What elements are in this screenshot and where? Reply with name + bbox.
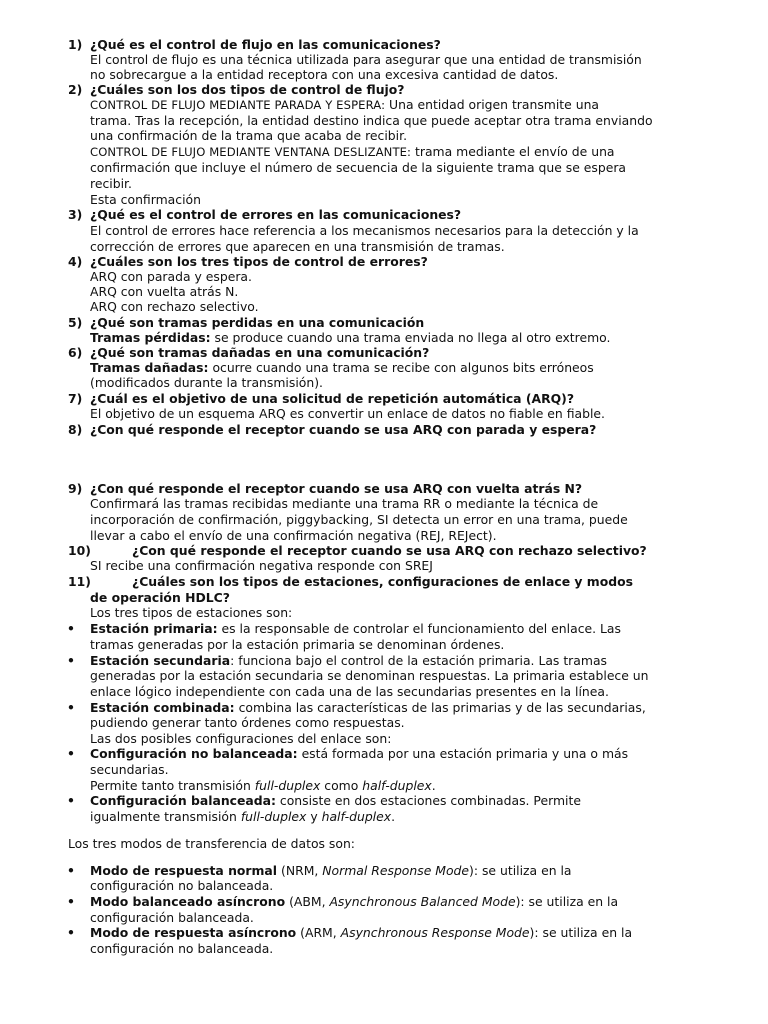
q10-answer-line: SI recibe una confirmación negativa responde con SREJ [90, 558, 433, 573]
q1-answer-line: El control de flujo es una técnica utilizada para asegurar que una entidad de transmisión [90, 52, 642, 67]
bullet: • [67, 894, 75, 909]
q4-answer-line: ARQ con rechazo selectivo. [90, 299, 259, 314]
q3-question: ¿Qué es el control de errores en las comunicaciones? [90, 207, 462, 222]
q11-intro: Los tres tipos de estaciones son: [90, 605, 293, 620]
station-primary: Estación primaria: es la responsable de controlar el funcionamiento del enlace. Las [90, 621, 621, 636]
q9-answer-line: llevar a cabo el envío de una confirmación negativa (REJ, REJect). [90, 528, 497, 543]
q11-number: 11) [68, 574, 91, 589]
mode-line: configuración no balanceada. [90, 878, 274, 893]
station-line: enlace lógico independiente con cada una de las secundarias presentes en la línea. [90, 684, 609, 699]
station-line: pudiendo generar tanto órdenes como respuestas. [90, 715, 405, 730]
q2-question: ¿Cuáles son los dos tipos de control de flujo? [90, 82, 405, 97]
q5-term: Tramas pérdidas: [90, 330, 211, 345]
q2-sliding-window-heading: CONTROL DE FLUJO MEDIANTE VENTANA DESLIZANTE: [90, 145, 412, 159]
bullet: • [67, 793, 75, 808]
q2-number: 2) [68, 82, 83, 97]
station-combined: Estación combinada: combina las características de las primarias y de las secundarias, [90, 700, 646, 715]
q2-answer-line: CONTROL DE FLUJO MEDIANTE PARADA Y ESPERA: Una entidad origen transmite una [90, 97, 600, 112]
q7-number: 7) [68, 391, 83, 406]
q2-answer-line: Esta confirmación [90, 192, 201, 207]
q3-number: 3) [68, 207, 83, 222]
q2-answer-line: confirmación que incluye el número de secuencia de la siguiente trama que se espera [90, 160, 627, 175]
q6-term: Tramas dañadas: [90, 360, 209, 375]
mode-nrm: Modo de respuesta normal (NRM, Normal Response Mode): se utiliza en la [90, 863, 572, 878]
config-line: igualmente transmisión full-duplex y half-duplex. [90, 809, 396, 824]
station-line: tramas generadas por la estación primaria se denominan órdenes. [90, 637, 505, 652]
q1-number: 1) [68, 37, 83, 52]
bullet: • [67, 621, 75, 636]
q1-question: ¿Qué es el control de flujo en las comunicaciones? [90, 37, 441, 52]
q2-stop-wait-heading: CONTROL DE FLUJO MEDIANTE PARADA Y ESPERA: [90, 98, 386, 112]
bullet: • [67, 700, 75, 715]
q9-number: 9) [68, 481, 83, 496]
q9-question: ¿Con qué responde el receptor cuando se usa ARQ con vuelta atrás N? [90, 481, 583, 496]
q3-answer-line: El control de errores hace referencia a los mecanismos necesarios para la detección y la [90, 223, 639, 238]
configs-intro: Las dos posibles configuraciones del enlace son: [90, 731, 392, 746]
config-line: secundarias. [90, 762, 169, 777]
q9-answer-line: Confirmará las tramas recibidas mediante una trama RR o mediante la técnica de [90, 496, 599, 511]
q6-answer-line: (modificados durante la transmisión). [90, 375, 323, 390]
bullet: • [67, 653, 75, 668]
q5-question: ¿Qué son tramas perdidas en una comunicación [90, 315, 425, 330]
q3-answer-line: corrección de errores que aparecen en una transmisión de tramas. [90, 239, 505, 254]
q11-question-cont: de operación HDLC? [90, 590, 230, 605]
config-unbalanced: Configuración no balanceada: está formada por una estación primaria y una o más [90, 746, 629, 761]
q8-question: ¿Con qué responde el receptor cuando se usa ARQ con parada y espera? [90, 422, 597, 437]
mode-abm: Modo balanceado asíncrono (ABM, Asynchronous Balanced Mode): se utiliza en la [90, 894, 619, 909]
q2-answer-line: trama. Tras la recepción, la entidad destino indica que puede aceptar otra trama enviando [90, 113, 653, 128]
q4-answer-line: ARQ con parada y espera. [90, 269, 252, 284]
q1-answer-line: no sobrecargue a la entidad receptora con una excesiva cantidad de datos. [90, 67, 559, 82]
q4-question: ¿Cuáles son los tres tipos de control de errores? [90, 254, 428, 269]
q5-number: 5) [68, 315, 83, 330]
q7-question: ¿Cuál es el objetivo de una solicitud de repetición automática (ARQ)? [90, 391, 575, 406]
q6-answer-line: Tramas dañadas: ocurre cuando una trama se recibe con algunos bits erróneos [90, 360, 594, 375]
q2-answer-line: recibir. [90, 176, 132, 191]
bullet: • [67, 863, 75, 878]
q4-number: 4) [68, 254, 83, 269]
config-balanced: Configuración balanceada: consiste en dos estaciones combinadas. Permite [90, 793, 581, 808]
q10-number: 10) [68, 543, 91, 558]
q5-answer-line: Tramas pérdidas: se produce cuando una trama enviada no llega al otro extremo. [90, 330, 611, 345]
q6-number: 6) [68, 345, 83, 360]
q4-answer-line: ARQ con vuelta atrás N. [90, 284, 239, 299]
bullet: • [67, 925, 75, 940]
q11-question: ¿Cuáles son los tipos de estaciones, configuraciones de enlace y modos [132, 574, 633, 589]
station-secondary: Estación secundaria: funciona bajo el control de la estación primaria. Las tramas [90, 653, 607, 668]
bullet: • [67, 746, 75, 761]
q2-answer-line: CONTROL DE FLUJO MEDIANTE VENTANA DESLIZANTE: trama mediante el envío de una [90, 144, 615, 159]
q8-number: 8) [68, 422, 83, 437]
station-line: generadas por la estación secundaria se denominan respuestas. La primaria establece un [90, 668, 649, 683]
q2-answer-line: una confirmación de la trama que acaba de recibir. [90, 128, 408, 143]
mode-arm: Modo de respuesta asíncrono (ARM, Asynchronous Response Mode): se utiliza en la [90, 925, 633, 940]
q7-answer-line: El objetivo de un esquema ARQ es convertir un enlace de datos no fiable en fiable. [90, 406, 605, 421]
modes-intro: Los tres modos de transferencia de datos son: [68, 836, 355, 851]
mode-line: configuración balanceada. [90, 910, 254, 925]
mode-line: configuración no balanceada. [90, 941, 274, 956]
config-line: Permite tanto transmisión full-duplex como half-duplex. [90, 778, 436, 793]
q10-question: ¿Con qué responde el receptor cuando se usa ARQ con rechazo selectivo? [132, 543, 647, 558]
q6-question: ¿Qué son tramas dañadas en una comunicación? [90, 345, 430, 360]
q9-answer-line: incorporación de confirmación, piggybacking, SI detecta un error en una trama, puede [90, 512, 628, 527]
